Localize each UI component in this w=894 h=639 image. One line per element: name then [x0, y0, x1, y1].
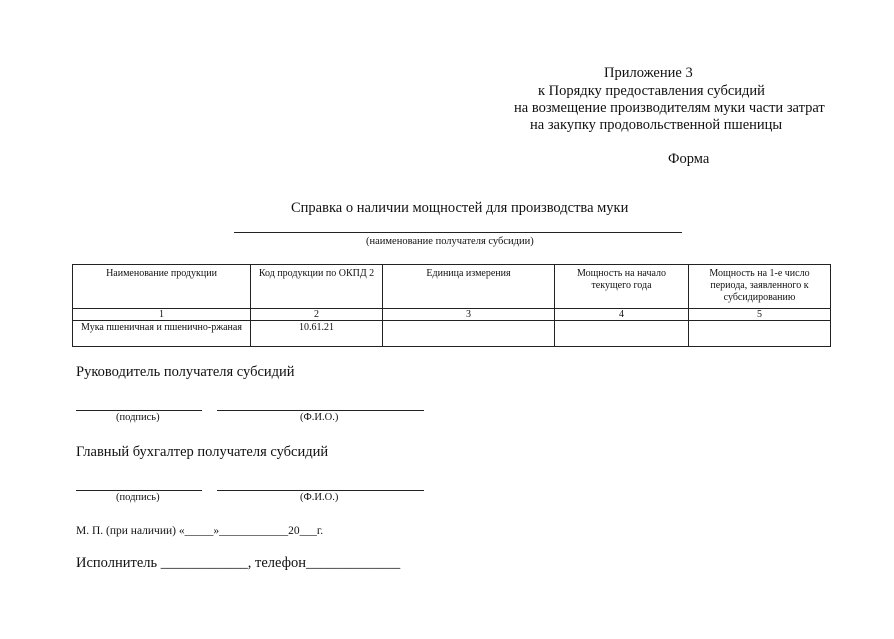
product-name-cell: Мука пшеничная и пшенично-ржаная: [73, 321, 251, 347]
executor-label: Исполнитель: [76, 555, 158, 571]
accountant-signature-line[interactable]: [76, 490, 202, 491]
recipient-caption: (наименование получателя субсидии): [366, 236, 534, 247]
table-header-row: [73, 265, 831, 309]
table-header-cell: Наименование продукции: [73, 265, 251, 309]
appendix-line-4: на закупку продовольственной пшеницы: [530, 117, 783, 133]
capacity-start-cell[interactable]: [555, 321, 689, 347]
appendix-line-3: на возмещение производителям муки части затрат: [514, 100, 825, 116]
document-title: Справка о наличии мощностей для производства муки: [291, 200, 629, 216]
accountant-name-caption: (Ф.И.О.): [300, 492, 339, 503]
appendix-line-2: к Порядку предоставления субсидий: [538, 83, 765, 99]
stamp-date-line: [76, 521, 323, 539]
column-number: 1: [73, 309, 251, 321]
head-signature-caption: (подпись): [116, 412, 160, 423]
appendix-number: Приложение 3: [604, 65, 693, 81]
head-name-caption: (Ф.И.О.): [300, 412, 339, 423]
phone-blank[interactable]: _____________: [306, 555, 401, 571]
column-number: 3: [383, 309, 555, 321]
table-header-cell: Мощность на 1-е число периода, заявленного к субсидированию: [689, 265, 831, 309]
head-name-line[interactable]: [217, 410, 424, 411]
head-section-title: Руководитель получателя субсидий: [76, 364, 295, 380]
okpd-code-cell: 10.61.21: [251, 321, 383, 347]
unit-cell[interactable]: [383, 321, 555, 347]
executor-line: [76, 555, 400, 572]
capacity-period-cell[interactable]: [689, 321, 831, 347]
recipient-name-line[interactable]: [234, 232, 682, 233]
head-signature-line[interactable]: [76, 410, 202, 411]
date-month-blank[interactable]: ____________: [219, 525, 289, 537]
stamp-prefix: М. П. (при наличии) «: [76, 525, 185, 537]
date-day-blank[interactable]: _____: [184, 525, 214, 537]
table-header-cell: Единица измерения: [383, 265, 555, 309]
date-year-suffix: г.: [316, 525, 324, 537]
column-number: 5: [689, 309, 831, 321]
table-row: [73, 321, 831, 347]
table-header-cell: Код продукции по ОКПД 2: [251, 265, 383, 309]
stamp-quote-close: »: [213, 525, 220, 537]
table-header-cell: Мощность на начало текущего года: [555, 265, 689, 309]
form-label: Форма: [668, 151, 710, 167]
date-year-blank[interactable]: ___: [299, 525, 317, 537]
accountant-name-line[interactable]: [217, 490, 424, 491]
accountant-section-title: Главный бухгалтер получателя субсидий: [76, 444, 329, 460]
capacity-table: [72, 264, 831, 347]
table-number-row: [73, 309, 831, 321]
column-number: 2: [251, 309, 383, 321]
column-number: 4: [555, 309, 689, 321]
executor-name-blank[interactable]: ____________: [160, 555, 248, 571]
accountant-signature-caption: (подпись): [116, 492, 160, 503]
phone-label: , телефон: [247, 555, 307, 571]
date-year-prefix: 20: [288, 525, 300, 537]
